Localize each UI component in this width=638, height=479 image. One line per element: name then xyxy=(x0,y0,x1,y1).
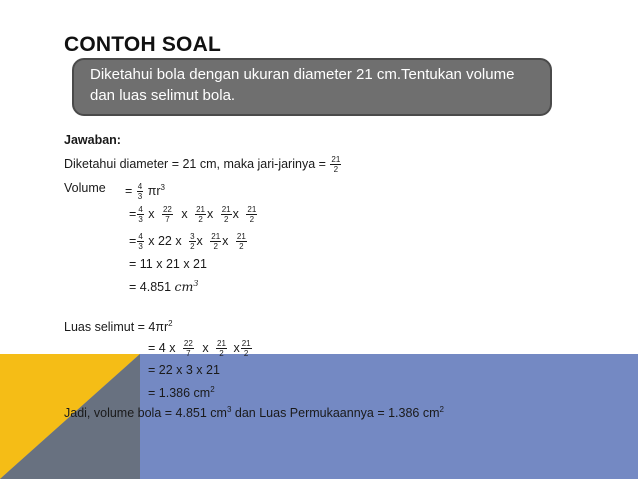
conclusion-line: Jadi, volume bola = 4.851 $cm^3$ dan Luas Permukaannya = 1.386 $cm^2$ xyxy=(64,405,444,421)
volume-step-3: = $\frac{4}{3}$ x 22 x $\frac{3}{2}$ x $\frac{21}{2}$ x $\frac{21}{2}$ xyxy=(129,232,246,251)
luas-step-2: = 22 x 3 x 21 xyxy=(148,363,220,377)
luas-step-1: = 4 x $\frac{22}{7}$ x $\frac{21}{2}$ x $\frac{21}{2}$ xyxy=(148,339,251,358)
question-callout: Diketahui bola dengan ukuran diameter 21 cm.Tentukan volume dan luas selimut bola. xyxy=(72,58,552,116)
volume-label: Volume xyxy=(64,181,106,195)
luas-step-3: = 1.386 $cm^2$ xyxy=(148,385,215,401)
radius-fraction: $\frac{21}{2}$ xyxy=(331,155,341,174)
volume-step-5: = 4.851 $cm^3$ xyxy=(129,279,199,295)
radius-text: Diketahui diameter = 21 cm, maka jari-jarinya = xyxy=(64,156,326,171)
volume-step-4: = 11 x 21 x 21 xyxy=(129,257,207,271)
luas-line: Luas selimut = $4\pi r^2$ xyxy=(64,319,173,335)
volume-step-1: = $\frac{4}{3}$ $\pi r^3$ xyxy=(125,182,165,202)
answer-heading: Jawaban: xyxy=(64,133,121,147)
volume-step-2: = $\frac{4}{3}$ x $\frac{22}{7}$ x $\frac{21}{2}$ x $\frac{21}{2}$ x $\frac{21}{2}$ xyxy=(129,205,257,224)
radius-line xyxy=(64,155,342,174)
slide-title: CONTOH SOAL xyxy=(64,33,221,56)
